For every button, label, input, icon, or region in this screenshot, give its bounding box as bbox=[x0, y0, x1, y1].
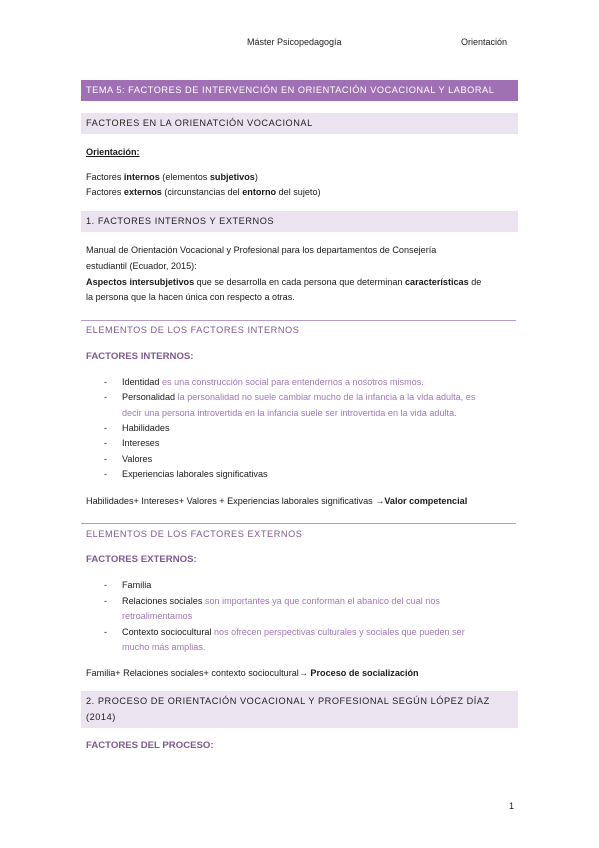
arrow-icon: → bbox=[375, 496, 385, 506]
section-heading-internos-externos: 1. FACTORES INTERNOS Y EXTERNOS bbox=[86, 216, 275, 226]
subheading-factores-externos: FACTORES EXTERNOS: bbox=[86, 554, 197, 565]
page-number: 1 bbox=[509, 801, 515, 811]
heading-elementos-externos: ELEMENTOS DE LOS FACTORES EXTERNOS bbox=[86, 529, 303, 539]
arrow-icon: → bbox=[298, 668, 308, 678]
divider-internos bbox=[81, 320, 516, 321]
paragraph-line-2: estudiantil (Ecuador, 2015): bbox=[86, 261, 197, 271]
document-page: Máster Psicopedagogía Orientación TEMA 5: FACTORES DE INTERVENCIÓN EN ORIENTACIÓN VOCACIONAL Y LABORAL FACTORES EN LA ORIENATCIÓN VOCACIONAL Orientación: Factores internos (elementos subjetivos) Factores externos (circunstancias del entorno del sujeto) 1. FACTORES INTERNOS Y EXTERNOS Manual de Orientación Vocacional y Profesional para los departamentos de Consejería estudiantil (Ecuador, 2015): Aspectos intersubjetivos que se desarrolla en cada persona que determinan características de la persona que la hacen única con respecto a otras. ELEMENTOS DE LOS FACTORES INTERNOS FACTORES INTERNOS: - Identidad es una construcción social para entendernos a nosotros mismos. - Personalidad la personalidad no suele cambiar mucho de la infancia a la vida adulta, es decir una persona introvertida en la infancia suele ser introvertida en la vida adulta. - Habilidades - Intereses - Valores - Experiencias laborales significativas Habilidades+ Intereses+ Valores + Experiencias laborales significativas →Valor competencial ELEMENTOS DE LOS FACTORES EXTERNOS FACTORES EXTERNOS: - Familia - Relaciones sociales son importantes ya que conforman el abanico del cual nos retroalimentamos - Contexto sociocultural nos ofrecen perspectivas culturales y sociales que pueden ser mucho más amplias. Familia+ Relaciones sociales+ contexto sociocultural→ Proceso de socialización 2. PROCESO DE ORIENTACIÓN VOCACIONAL Y PROFESIONAL SEGÚN LÓPEZ DÍAZ (2014) FACTORES DEL PROCESO: 1 bbox=[0, 0, 599, 848]
line-factores-internos: Factores internos (elementos subjetivos) bbox=[86, 172, 258, 182]
paragraph-line-1: Manual de Orientación Vocacional y Profesional para los departamentos de Consejería bbox=[86, 245, 437, 255]
heading-elementos-internos: ELEMENTOS DE LOS FACTORES INTERNOS bbox=[86, 325, 300, 335]
header-left: Máster Psicopedagogía bbox=[247, 37, 342, 47]
document-title: TEMA 5: FACTORES DE INTERVENCIÓN EN ORIENTACIÓN VOCACIONAL Y LABORAL bbox=[86, 85, 495, 95]
section-heading-proceso-year: (2014) bbox=[86, 712, 116, 722]
divider-externos bbox=[81, 523, 516, 524]
subheading-factores-proceso: FACTORES DEL PROCESO: bbox=[86, 740, 214, 751]
line-factores-externos: Factores externos (circunstancias del entorno del sujeto) bbox=[86, 187, 321, 197]
paragraph-line-3: Aspectos intersubjetivos que se desarrolla en cada persona que determinan características de bbox=[86, 277, 482, 287]
summary-externos: Familia+ Relaciones sociales+ contexto sociocultural→ Proceso de socialización bbox=[86, 668, 419, 678]
orientacion-label: Orientación: bbox=[86, 147, 140, 157]
paragraph-line-4: la persona que la hacen única con respecto a otras. bbox=[86, 292, 295, 302]
summary-internos: Habilidades+ Intereses+ Valores + Experiencias laborales significativas →Valor competencial bbox=[86, 496, 468, 506]
header-right: Orientación bbox=[461, 37, 508, 47]
subheading-factores-internos: FACTORES INTERNOS: bbox=[86, 351, 194, 362]
section-heading-proceso: 2. PROCESO DE ORIENTACIÓN VOCACIONAL Y PROFESIONAL SEGÚN LÓPEZ DÍAZ bbox=[86, 696, 490, 706]
section-heading-factores: FACTORES EN LA ORIENATCIÓN VOCACIONAL bbox=[86, 118, 313, 128]
